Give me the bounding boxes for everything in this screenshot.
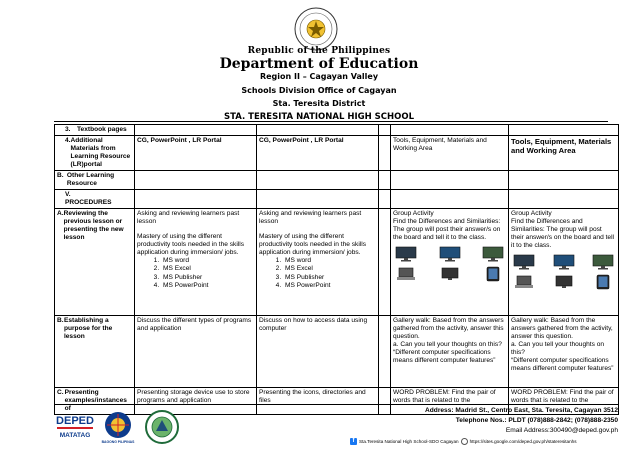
table-row-additional-materials [55, 136, 619, 171]
footer-address: Address: Madrid St., Centro East, Sta. Teresita, Cagayan 3512 [425, 407, 618, 414]
monitor-icon [439, 266, 461, 282]
row-label: 3. Textbook pages [55, 125, 135, 136]
cell-day4: Gallery walk: Based from the answers gathered from the activity, answer this question. a. Can you tell your thoughts on this? “Different computer specifications means different computer features” [391, 316, 509, 388]
republic-heading: Republic of the Philippines [247, 46, 391, 56]
list-item: 3. MS Publisher [283, 274, 376, 282]
row-label: B. Other Learning Resource [55, 171, 135, 190]
department-heading: Department of Education [219, 56, 419, 72]
region-heading: Region II – Cagayan Valley [259, 72, 379, 81]
bagong-pilipinas-logo [100, 409, 136, 445]
list-item: 2. MS Excel [161, 265, 254, 273]
row-label: A. Reviewing the previous lesson or presenting the new lesson [55, 209, 135, 316]
row-label: C. Presenting examples/instances of [55, 388, 135, 415]
software-list [161, 257, 254, 289]
list-item: 1. MS word [283, 257, 376, 265]
cell-day5: Tools, Equipment, Materials and Working Area [509, 136, 619, 171]
cell-day2: CG, PowerPoint , LR Portal [257, 136, 379, 171]
table-row-other-resource [55, 171, 619, 190]
computer-images [393, 246, 506, 262]
list-item: 4. MS PowerPoint [161, 282, 254, 290]
computer-images [511, 274, 616, 290]
monitor-icon [553, 254, 575, 270]
cell-day4: WORD PROBLEM: Find the pair of words that is related to the [391, 388, 509, 415]
footer-social [350, 438, 577, 445]
svg-text:MATATAG: MATATAG [59, 432, 91, 439]
monitor-icon [513, 254, 535, 270]
list-item: 3. MS Publisher [161, 274, 254, 282]
table-row-procedures [55, 190, 619, 209]
footer-email: Email Address:300490@deped.gov.ph [505, 427, 618, 434]
software-list [283, 257, 376, 289]
cell-day5: WORD PROBLEM: Find the pair of words that is related to the [509, 388, 619, 415]
row-label: V.PROCEDURES [55, 190, 135, 209]
footer-telephone: Telephone Nos.: PLDT (078)888-2842; (078)888-2350 [455, 417, 618, 424]
facebook-link[interactable]: Sta.Teresita National High School-SDO Cagayan [359, 439, 459, 444]
website-link[interactable]: https://sites.google.com/deped.gov.ph/stateresitanhs [469, 439, 577, 444]
cell-day5: Gallery walk: Based from the answers gathered from the activity, answer this question. a. Can you tell your thoughts on this? “Different computer specifications means different computer features” [509, 316, 619, 388]
division-seal-logo [144, 409, 180, 445]
division-heading: Schools Division Office of Cagayan [241, 86, 397, 95]
list-item: 2. MS Excel [283, 265, 376, 273]
table-row-purpose [55, 316, 619, 388]
deped-matatag-logo [55, 411, 95, 441]
svg-text:BAGONG PILIPINAS: BAGONG PILIPINAS [101, 440, 135, 444]
cell-day1: Asking and reviewing learners past lesson Mastery of using the different productivity tools needed in the skills application during immersion/ jobs. 1. MS word 2. MS Excel 3. MS Publisher 4. MS PowerPoint [135, 209, 257, 316]
computer-images [511, 254, 616, 270]
monitor-icon [482, 246, 504, 262]
computer-images [393, 266, 506, 282]
monitor-icon [482, 266, 504, 282]
cell-day2: Asking and reviewing learners past lesson Mastery of using the different productivity tools needed in the skills application during immersion/ jobs. 1. MS word 2. MS Excel 3. MS Publisher 4. MS PowerPoint [257, 209, 379, 316]
monitor-icon [395, 266, 417, 282]
table-row-reviewing [55, 209, 619, 316]
cell-day2: Presenting the icons, directories and files [257, 388, 379, 415]
cell-day1: CG, PowerPoint , LR Portal [135, 136, 257, 171]
school-heading: STA. TERESITA NATIONAL HIGH SCHOOL [223, 112, 415, 122]
monitor-icon [592, 254, 614, 270]
monitor-icon [395, 246, 417, 262]
cell-day5: Group Activity Find the Differences and Similarities: The group will post their answer/s on the board and tell it to the class. [509, 209, 619, 316]
facebook-icon: f [350, 438, 357, 445]
website-icon [461, 438, 468, 445]
table-row-textbook [55, 125, 619, 136]
monitor-icon [439, 246, 461, 262]
svg-text:DEPED: DEPED [56, 415, 94, 427]
cell-day4: Group Activity Find the Differences and Similarities: The group will post their answer/s on the board and tell it to the class. [391, 209, 509, 316]
monitor-icon [592, 274, 614, 290]
list-item: 1. MS word [161, 257, 254, 265]
list-item: 4. MS PowerPoint [283, 282, 376, 290]
header-divider [54, 121, 608, 122]
cell-day1: Discuss the different types of programs and application [135, 316, 257, 388]
row-label: B. Establishing a purpose for the lesson [55, 316, 135, 388]
row-label: 4. Additional Materials from Learning Resource (LR)portal [55, 136, 135, 171]
footer-divider [54, 404, 618, 405]
monitor-icon [553, 274, 575, 290]
monitor-icon [513, 274, 535, 290]
district-heading: Sta. Teresita District [272, 99, 366, 108]
cell-day1: Presenting storage device use to store programs and application [135, 388, 257, 415]
cell-day2: Discuss on how to access data using computer [257, 316, 379, 388]
lesson-plan-table [54, 124, 619, 415]
cell-day4: Tools, Equipment, Materials and Working Area [391, 136, 509, 171]
